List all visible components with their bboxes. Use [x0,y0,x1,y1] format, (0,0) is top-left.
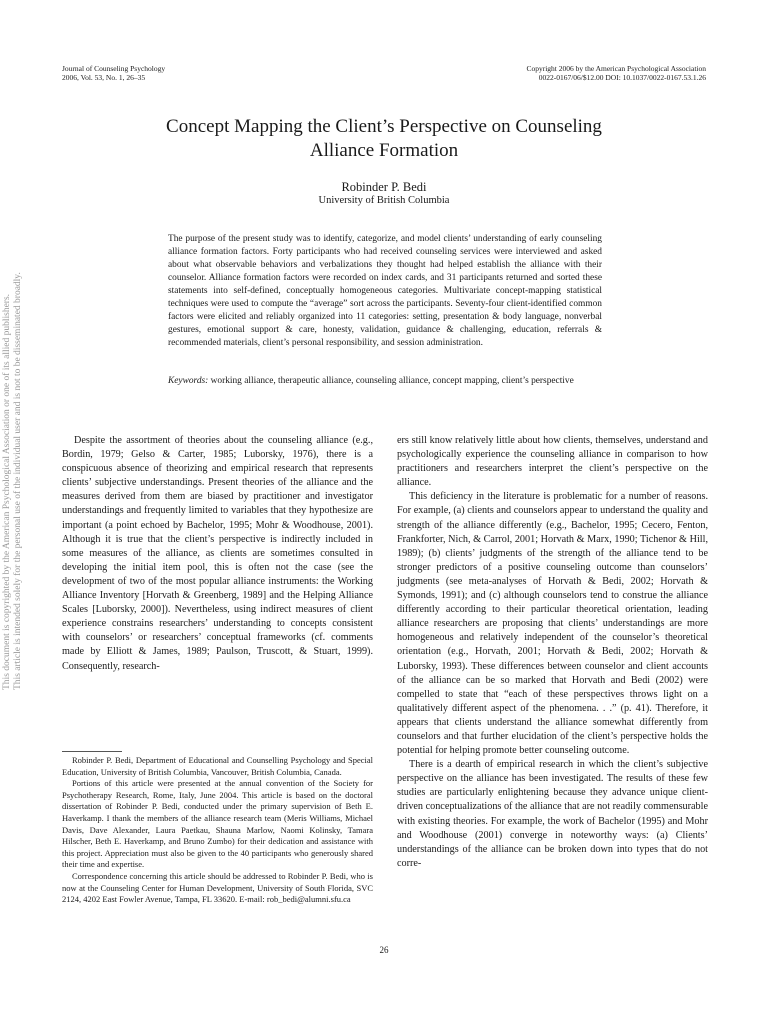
journal-header [62,65,165,82]
copyright-line: Copyright 2006 by the American Psychological Association [526,64,706,73]
body-paragraph: Despite the assortment of theories about the counseling alliance (e.g., Bordin, 1979; Gelso & Carter, 1985; Luborsky, 1976), there is a conspicuous absence of theorizing and empirical research that represents clients’ subjective understandings. Present theories of the alliance and the measures derived from them are biased by practitioner and investigator understandings and frequently limited to variables that they hypothesize are important (a point echoed by Bachelor, 1995; Mohr & Woodhouse, 2001). Although it is true that the client’s perspective is indirectly included in some measures of the alliance, as clients are sometimes consulted in developing the initial item pool, this is often not the case (see the development of two of the most popular alliance instruments: the Working Alliance Inventory [Horvath & Greenberg, 1989] and the Helping Alliance Scales [Luborsky, 2000]). Nevertheless, using indirect measures of client experience constrains researchers’ understanding to concepts consistent with counselors’ or researchers’ conceptual frameworks (cf. comments made by Elliott & James, 1989; Paulson, Truscott, & Stuart, 1999). Consequently, research- [62,435,373,672]
body-right-column [397,434,708,871]
author-note [62,755,373,906]
journal-volume: 2006, Vol. 53, No. 1, 26–35 [62,72,146,82]
footnote-paragraph: Robinder P. Bedi, Department of Educational and Counselling Psychology and Special Education, University of British Columbia, Vancouver, British Columbia, Canada. [62,755,373,777]
author-name: Robinder P. Bedi [341,180,427,194]
keywords [168,375,602,388]
body-paragraph: ers still know relatively little about how clients, themselves, understand and psychologically experience the counseling alliance in comparison to how practitioners and researchers interpret the client’s perspective on the alliance. [397,435,708,489]
author-affiliation: University of British Columbia [318,195,450,206]
footnote-divider [62,751,122,752]
title-line-1: Concept Mapping the Client’s Perspective on Counseling [166,116,602,137]
copyright-side-notice [2,272,23,690]
doi-line: 0022-0167/06/$12.00 DOI: 10.1037/0022-0167.53.1.26 [538,72,706,82]
title-line-2: Alliance Formation [309,140,459,161]
journal-name: Journal of Counseling Psychology [62,64,166,73]
page-number: 26 [379,945,389,955]
body-left-column [62,434,373,674]
body-paragraph: There is a dearth of empirical research in which the client’s subjective perspective on the alliance has been investigated. The results of these few studies are particularly enlightening because they advance unique client-driven conceptualizations of the alliance that are not readily commensurable with existing theories. For example, the work of Bachelor (1995) and Mohr and Woodhouse (2001) converge in noteworthy ways: (a) Clients’ understandings of the alliance can be broken down into types that do not corre- [397,759,708,869]
body-paragraph: This deficiency in the literature is problematic for a number of reasons. For example, (a) clients and counselors appear to understand the quality and strength of the alliance differently (e.g., Bachelor, 1995; Cecero, Fenton, Frankforter, Nich, & Carrol, 2001; Horvath & Marx, 1990; Tichenor & Hill, 1989); (b) clients’ judgments of the strength of the alliance tend to be stronger predictors of a positive counseling outcome than counselors’ judgments (see meta-analyses of Horvath & Bedi, 2002; Horvath & Symonds, 1991); and (c) although counselors tend to construe the alliance differently according to their particular theoretical orientation, leading alliance researchers are proposing that clients’ understandings are more homogeneous and relatively independent of the counselor’s theoretical orientation (e.g., Horvath, 2001; Horvath & Bedi, 2002; Horvath & Luborsky, 1993). These differences between counselor and client accounts of the alliance can be so marked that Horvath and Bedi (2002) were compelled to state that “each of these perspectives throws light on a qualitatively different aspect of the phenomena. . .” (p. 41). Therefore, it appears that clients understand the alliance somewhat differently from counselors and that further elucidation of the client’s perspective holds the potential for helping promote better counseling outcome. [397,491,708,757]
copyright-header [526,65,706,82]
footnote-paragraph: Portions of this article were presented at the annual convention of the Society for Psychotherapy Research, Rome, Italy, June 2004. This article is based on the doctoral dissertation of Robinder P. Bedi, conducted under the primary supervision of Beth E. Haverkamp. I thank the members of the alliance research team (Meris Williams, Michael Davis, Dave Alexander, Laura Paetkau, Shauna Marlow, Naomi Kolinsky, Tamara Hilscher, Beth E. Haverkamp, and Bruno Zumbo) for their dedication and assistance with this project. Appreciation must also be given to the 40 participants who generously shared their time and expertise. [62,778,373,870]
keywords-label: Keywords: [168,376,209,386]
footnote-paragraph: Correspondence concerning this article should be addressed to Robinder P. Bedi, who is now at the Counseling Center for Human Development, University of South Florida, SVC 2124, 4202 East Fowler Avenue, Tampa, FL 33620. E-mail: rob_bedi@alumni.sfu.ca [62,870,373,905]
side-notice-line-1: This document is copyrighted by the American Psychological Association or one of its allied publishers. [2,293,12,690]
article-title [100,115,668,163]
keywords-text: working alliance, therapeutic alliance, counseling alliance, concept mapping, client’s perspective [210,376,574,386]
abstract: The purpose of the present study was to identify, categorize, and model clients’ understanding of early counseling alliance formation factors. Forty participants who had received counseling services were interviewed and asked about what observable behaviors and verbalizations they thought had helped establish the alliance with their counselor. Alliance formation factors were recorded on index cards, and 31 participants returned and sorted these statements into self-defined, conceptually homogeneous categories. Multivariate concept-mapping statistical techniques were used to compute the “average” sort across the participants. Seventy-four client-identified common factors were elicited and reliably organized into 11 categories: setting, presentation & body language, nonverbal gestures, emotional support & care, honesty, validation, guidance & challenging, education, referrals & recommended materials, client’s personal responsibility, and session administration. [168,234,602,348]
side-notice-line-2: This article is intended solely for the personal use of the individual user and is not to be disseminated broadly. [13,272,23,690]
